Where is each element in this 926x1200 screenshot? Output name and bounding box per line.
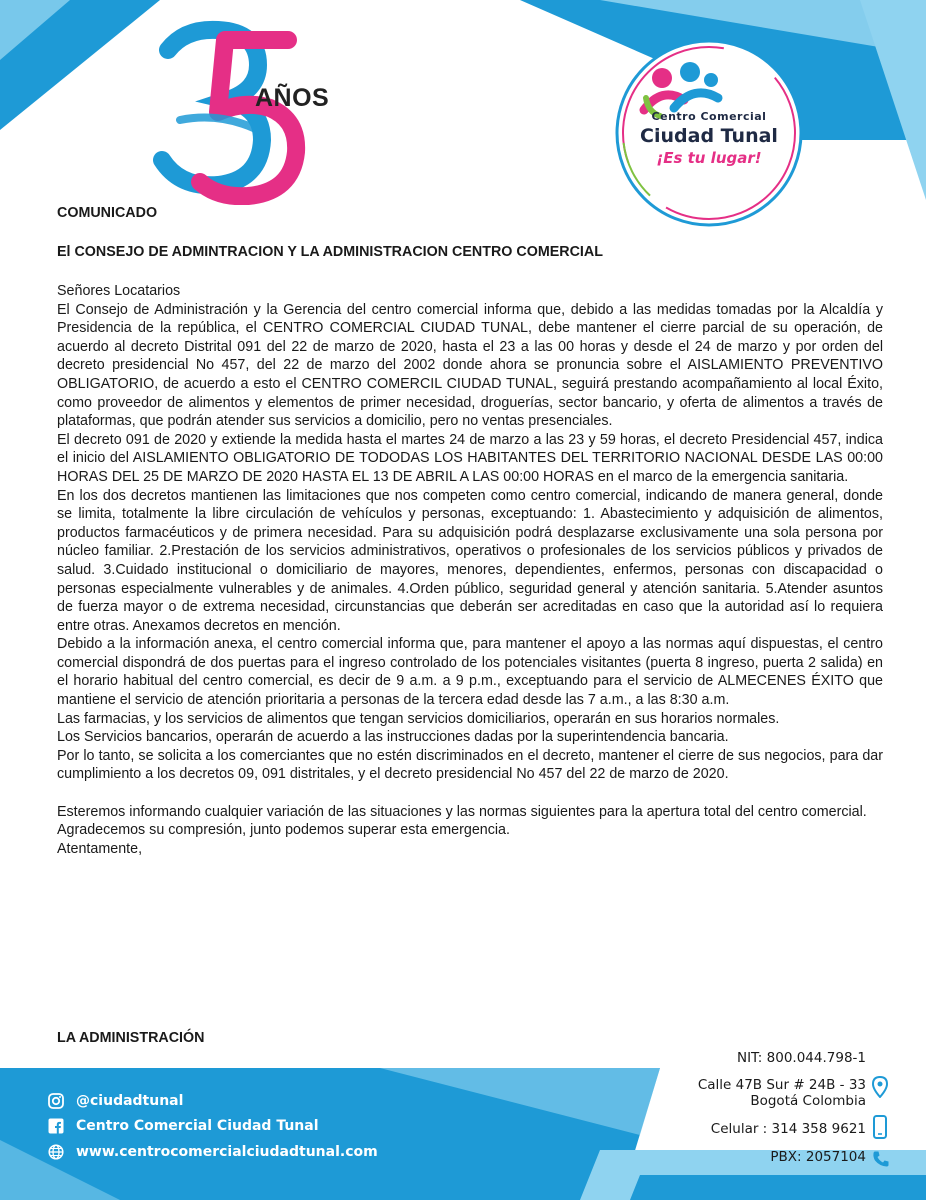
pbx-number: PBX: 2057104 — [770, 1149, 866, 1165]
globe-icon — [48, 1144, 64, 1160]
document-body — [57, 282, 883, 858]
cellphone-number: Celular : 314 358 9621 — [710, 1121, 866, 1137]
logo-line-centro-comercial: Centro Comercial — [651, 110, 767, 123]
paragraph-4: Debido a la información anexa, el centro comercial informa que, para mantener el apoyo a las normas aquí dispuestas, el centro comercial dispondrá de dos puertas para el ingreso controlado de los potenciales visitantes (puerta 8 ingreso, puerta 2 salida) en el horario habitual del centro comercial, es decir de 9 a.m. a 9 p.m., exceptuando para el servicio de ALMECENES ÉXITO que mantiene el servicio de atención prioritaria a personas de la tercera edad desde las 7 a.m., a las 8:30 a.m. — [57, 636, 883, 709]
paragraph-7: Por lo tanto, se solicita a los comerciantes que no estén discriminados en el decreto, mantener el cierre de sus negocios, para dar cumplimiento a los decretos 09, 091 distritales, y el decreto presidencial No 457 del 22 de marzo de 2020. — [57, 747, 883, 783]
instagram-link[interactable] — [48, 1093, 183, 1109]
mobile-phone-icon — [873, 1115, 887, 1139]
paragraph-6: Los Servicios bancarios, operarán de acuerdo a las instrucciones dadas por la superintendencia bancaria. — [57, 729, 729, 746]
website-link[interactable] — [48, 1144, 378, 1160]
signature: LA ADMINISTRACIÓN — [57, 1030, 205, 1046]
signoff: Atentamente, — [57, 840, 143, 857]
facebook-icon — [48, 1118, 64, 1134]
closing-paragraph: Esteremos informando cualquier variación de las situaciones y las normas siguientes para la apertura total del centro comercial. — [57, 803, 867, 820]
website-url: www.centrocomercialciudadtunal.com — [76, 1144, 378, 1160]
facebook-page: Centro Comercial Ciudad Tunal — [76, 1118, 319, 1134]
salutation: Señores Locatarios — [57, 283, 181, 299]
nit-number: NIT: 800.044.798-1 — [736, 1050, 866, 1066]
address-line-2: Bogotá Colombia — [750, 1093, 866, 1109]
anniversary-label: AÑOS — [255, 84, 330, 112]
address-line-1: Calle 47B Sur # 24B - 33 — [697, 1077, 866, 1093]
facebook-link[interactable] — [48, 1118, 319, 1134]
instagram-handle: @ciudadtunal — [76, 1093, 184, 1109]
document-title: COMUNICADO — [57, 205, 158, 221]
instagram-icon — [48, 1093, 64, 1109]
paragraph-1: El Consejo de Administración y la Gerencia del centro comercial informa que, debido a las medidas tomadas por la Alcaldía y Presidencia de la república, el CENTRO COMERCIAL CIUDAD TUNAL, debe mantener el cierre parcial de su operación, de acuerdo al decreto Distrital 091 del 22 de marzo de 2020, hasta el 23 a las 00 horas y desde el 24 de marzo y por orden del decreto presidencial No 457, del 22 de marzo del 2002 donde ahora se pronuncia sobre el AISLAMIENTO PREVENTIVO OBLIGATORIO, de acuerdo a esto el CENTRO COMERCIL CIUDAD TUNAL, seguirá prestando acompañamiento al local Éxito, como proveedor de alimentos y elementos de primer necesidad, droguerías, sector bancario, y oferta de alimentos a través de plataformas, que podrán atender sus servicios a domicilio, pero no ventas presenciales. — [57, 301, 883, 430]
paragraph-3: En los dos decretos mantienen las limitaciones que nos competen como centro comercial, indicando de manera general, donde se limita, totalmente la libre circulación de vehículos y personas, exceptuando: 1. Abastecimiento y adquisición de alimentos, productos farmacéuticos y de primera necesidad. Para su adquisición podrá desplazarse exclusivamente una sola persona por núcleo familiar. 2.Prestación de los servicios administrativos, operativos o profesionales de los servicios públicos y privados de salud. 3.Cuidado institucional o domiciliario de mayores, menores, dependientes, enfermos, personas con discapacidad o personas especialmente vulnerables y de animales. 4.Orden público, seguridad general y atención sanitaria. 5.Atender asuntos de fuerza mayor o de extrema necesidad, circunstancias que deberán ser acreditadas en caso que la autoridad así lo requiera entre otras. Anexamos decretos en mención. — [57, 487, 883, 634]
telephone-icon — [872, 1150, 890, 1168]
paragraph-5: Las farmacias, y los servicios de alimentos que tengan servicios domiciliarios, operarán en sus horarios normales. — [57, 710, 780, 727]
paragraph-2: El decreto 091 de 2020 y extiende la medida hasta el martes 24 de marzo a las 23 y 59 horas, el decreto Presidencial 457, indica el inicio del AISLAMIENTO OBLIGATORIO DE TODODAS LOS HABITANTES DEL TERRITORIO NACIONAL DESDE LAS 00:00 HORAS DEL 25 DE MARZO DE 2020 HASTA EL 13 DE ABRIL A LAS 00:00 HORAS en el marco de la emergencia sanitaria. — [57, 431, 883, 485]
logo-line-ciudad-tunal: Ciudad Tunal — [640, 125, 778, 147]
thanks-line: Agradecemos su compresión, junto podemos superar esta emergencia. — [57, 822, 510, 839]
document-subtitle: El CONSEJO DE ADMINTRACION Y LA ADMINISTRACION CENTRO COMERCIAL — [57, 244, 603, 260]
location-pin-icon — [872, 1076, 888, 1098]
logo-slogan: ¡Es tu lugar! — [656, 149, 762, 167]
